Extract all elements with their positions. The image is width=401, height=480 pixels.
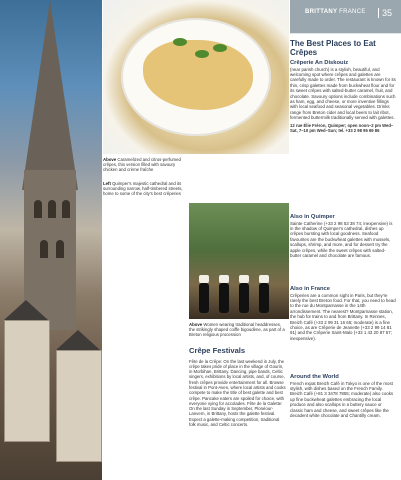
featured-name: Crêperie An Diskouiz — [290, 60, 349, 66]
caption-text: Caramelized and citrus-perfumed crêpes, this version filled with savoury chicken and crème fraîche — [103, 157, 181, 173]
house-shape — [56, 350, 102, 462]
crepe-photo — [103, 0, 289, 154]
header-divider — [290, 33, 401, 34]
festivals-section — [189, 347, 287, 427]
window-shape — [62, 200, 70, 218]
person-shape — [219, 283, 229, 313]
section-name: BRITTANY — [305, 9, 338, 15]
caption-label: Above — [189, 322, 203, 327]
coif-shape — [199, 275, 209, 283]
window-shape — [48, 200, 56, 218]
caption-text: Women wearing traditional headdresses, the strikingly shaped coiffe bigoudène, as part of a Breton religious procession — [189, 322, 285, 338]
herb-shape — [195, 50, 209, 58]
featured-text: (near parish church) is a stylish, beautiful, and welcoming spot where crêpes and galettes are carefully made to order. The restaurant is known for its thin, crisp galettes made from buckwheat flour and for its sweet crêpes with salted-butter caramel, fruit, and chocolate. Savoury options include combinations such as ham, egg, and cheese, or more inventive fillings with local seafood and seasonal vegetables. Drinks range from Breton cider and local beers to lait ribot, fermented buttermilk traditionally served with galettes. — [290, 66, 396, 121]
cathedral-caption — [103, 181, 187, 197]
around-world-section — [290, 374, 396, 418]
around-world-text: French expat Breizh Café in Tokyo is one of the most stylish, with dishes based on the French Family. Breizh Café (+81 3 3478 7855; moderate) also cooks up fine buckwheat galettes embracing the local produce and also scallops in a buttery sauce or classic ham and cheese, and sweet crêpes like the decadent white chocolate and Chantilly cream. — [290, 380, 394, 419]
also-quimper-section — [290, 214, 396, 258]
running-head — [305, 9, 366, 15]
window-shape — [34, 200, 42, 218]
roof-shape — [4, 300, 48, 320]
house-shape — [4, 320, 50, 442]
also-france-section — [290, 286, 396, 341]
coif-shape — [239, 275, 249, 283]
herb-shape — [173, 38, 187, 46]
right-column — [290, 40, 396, 133]
festivals-text: Fête de la Crêpe: On the last weekend in July, the crêpe takes pride of place in the village of Gourin, in Morbihan, Brittany. Dancing, pipe bands, Celtic singers, exhibitions by local artists, and, of course, fresh crêpes provide entertainment for all. Browse festival in Pont-Aven, where local artists and cooks compete to make the title of best galette and best crêpe. Pancake eaters are spoiled for choice, with everyone vying for accolades. Fête de la Galette: On the last Sunday in September, Plonéour-Lanvern, in Brittany, hosts the galette festival. Expect a galette-making competition, traditional folk music, and Celtic concerts. — [189, 358, 286, 428]
window-shape — [56, 240, 64, 258]
roof-shape — [56, 330, 100, 350]
person-shape — [239, 283, 249, 313]
cathedral-photo — [0, 0, 102, 480]
page-number: 35 — [378, 8, 392, 18]
festival-caption — [189, 322, 287, 338]
caption-text: Quimper's majestic cathedral and its surrounding narrow, half-timbered streets, home to some of the city's best crêperies — [103, 181, 183, 197]
featured-address: 12 rue Élie Fréron, Quimper; open noon–2 pm Wed–Sat, 7–10 pm Wed–Sun; tel. +33 2 98 95 69 86 — [290, 122, 394, 133]
person-shape — [199, 283, 209, 313]
also-france-text: Crêperies are a common sight in Paris, but they're rarely the best Breton food. For that, you need to head to the rue du Montparnasse in the 14th arrondissement. The nearest? Montparnasse station, the hub for trains to and from Brittany. In Rennes, Breizh Café (+33 2 99 31 16 65; moderate) is a fine choice, as are Crêperie de Jeanette (+33 2 99 14 81 91) and the Crêperie Saint-Malo (+33 1 43 20 87 57; inexpensive). — [290, 292, 396, 341]
also-quimper-title: Also in Quimper — [290, 214, 335, 220]
caption-label: Above — [103, 157, 117, 162]
herb-shape — [213, 44, 227, 52]
person-shape — [259, 283, 269, 313]
spire-shape — [22, 0, 78, 190]
main-title: The Best Places to Eat Crêpes — [290, 39, 376, 57]
window-shape — [40, 240, 48, 258]
also-france-title: Also in France — [290, 286, 330, 292]
caption-label: Left — [103, 181, 111, 186]
festival-photo — [189, 203, 289, 319]
subsection-name: FRANCE — [339, 9, 366, 15]
coif-shape — [259, 275, 269, 283]
around-world-title: Around the World — [290, 374, 339, 380]
also-quimper-text: Sainte Catherine (+33 2 98 53 38 74; inexpensive) is in the shadow of Quimper's cathedral, dishes up crêpes bursting with local goodness. Seafood favourites are the buckwheat galettes with mussels, scallops, shrimp, and more, and for dessert try the apple crêpes, while the sweet crêpes with salted-butter caramel and chocolate are famous. — [290, 220, 393, 259]
festivals-title: Crêpe Festivals — [189, 346, 246, 355]
crepe-caption — [103, 157, 187, 173]
featured-entry — [290, 60, 396, 133]
coif-shape — [219, 275, 229, 283]
